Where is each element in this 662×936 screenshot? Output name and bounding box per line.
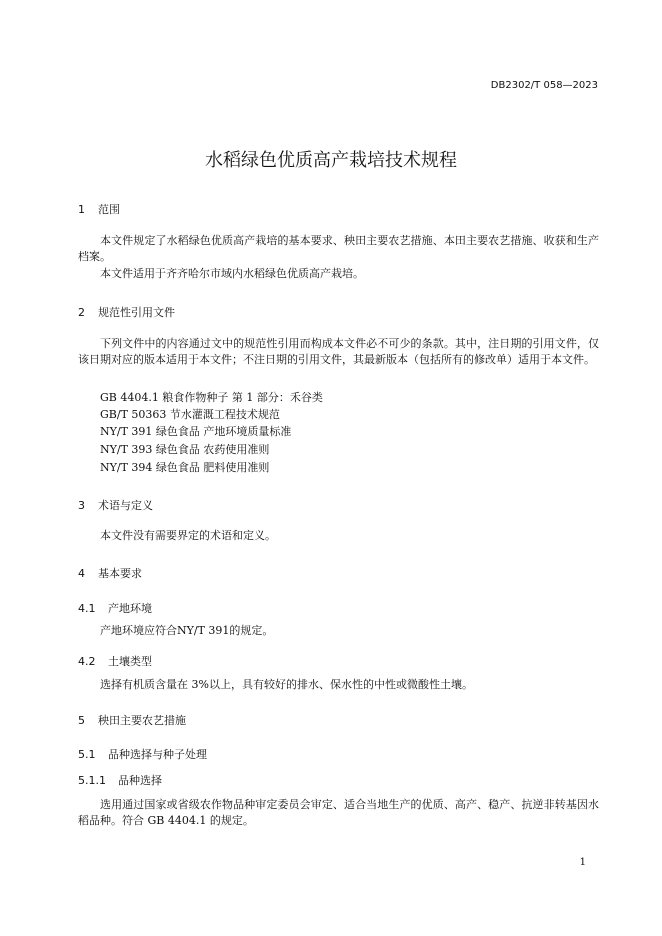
section-number: 4.2 bbox=[78, 655, 96, 668]
section-title: 规范性引用文件 bbox=[98, 306, 175, 319]
section-4-heading bbox=[78, 565, 142, 581]
reference-item: GB 4404.1 粮食作物种子 第 1 部分：禾谷类 bbox=[100, 391, 323, 404]
section-5-heading bbox=[78, 712, 186, 728]
section-4-1-heading bbox=[78, 600, 152, 616]
document-title: 水稻绿色优质高产栽培技术规程 bbox=[205, 150, 457, 171]
section-3-heading bbox=[78, 497, 153, 513]
reference-item: GB/T 50363 节水灌溉工程技术规范 bbox=[100, 408, 280, 421]
section-title: 土壤类型 bbox=[108, 655, 152, 668]
section-number: 5.1.1 bbox=[78, 774, 106, 787]
section-2-paragraph-1: 下列文件中的内容通过文中的规范性引用而构成本文件必不可少的条款。其中，注日期的引用文件，仅该日期对应的版本适用于本文件；不注日期的引用文件，其最新版本（包括所有的修改单）适用于本文件。 bbox=[78, 337, 599, 366]
section-title: 基本要求 bbox=[98, 567, 142, 580]
section-4-1-paragraph-1: 产地环境应符合NY/T 391的规定。 bbox=[100, 624, 274, 637]
reference-item: NY/T 394 绿色食品 肥料使用准则 bbox=[100, 461, 270, 474]
document-code: DB2302/T 058—2023 bbox=[490, 80, 598, 91]
section-4-2-heading bbox=[78, 653, 152, 669]
section-1-heading bbox=[78, 201, 120, 217]
section-number: 5 bbox=[78, 714, 85, 727]
section-title: 产地环境 bbox=[108, 602, 152, 615]
section-3-paragraph-1: 本文件没有需要界定的术语和定义。 bbox=[100, 529, 276, 542]
section-number: 2 bbox=[78, 306, 85, 319]
page-number: 1 bbox=[579, 857, 586, 868]
section-1-paragraph-1: 本文件规定了水稻绿色优质高产栽培的基本要求、秧田主要农艺措施、本田主要农艺措施、收获和生产档案。 bbox=[78, 234, 599, 263]
section-5-1-heading bbox=[78, 746, 207, 762]
section-5-1-1-heading bbox=[78, 772, 162, 788]
section-1-paragraph-2: 本文件适用于齐齐哈尔市域内水稻绿色优质高产栽培。 bbox=[100, 267, 364, 280]
section-number: 4.1 bbox=[78, 602, 96, 615]
section-title: 术语与定义 bbox=[98, 499, 153, 512]
reference-item: NY/T 393 绿色食品 农药使用准则 bbox=[100, 443, 270, 456]
section-number: 3 bbox=[78, 499, 85, 512]
section-number: 5.1 bbox=[78, 748, 96, 761]
section-title: 秧田主要农艺措施 bbox=[98, 714, 186, 727]
section-title: 品种选择 bbox=[118, 774, 162, 787]
section-title: 范围 bbox=[98, 203, 120, 216]
section-5-1-1-paragraph-1: 选用通过国家或省级农作物品种审定委员会审定、适合当地生产的优质、高产、稳产、抗逆非转基因水稻品种。符合 GB 4404.1 的规定。 bbox=[78, 798, 599, 827]
reference-item: NY/T 391 绿色食品 产地环境质量标准 bbox=[100, 425, 292, 438]
section-number: 4 bbox=[78, 567, 85, 580]
section-2-heading bbox=[78, 304, 175, 320]
section-number: 1 bbox=[78, 203, 85, 216]
section-4-2-paragraph-1: 选择有机质含量在 3%以上，具有较好的排水、保水性的中性或微酸性土壤。 bbox=[100, 678, 473, 691]
section-title: 品种选择与种子处理 bbox=[108, 748, 207, 761]
